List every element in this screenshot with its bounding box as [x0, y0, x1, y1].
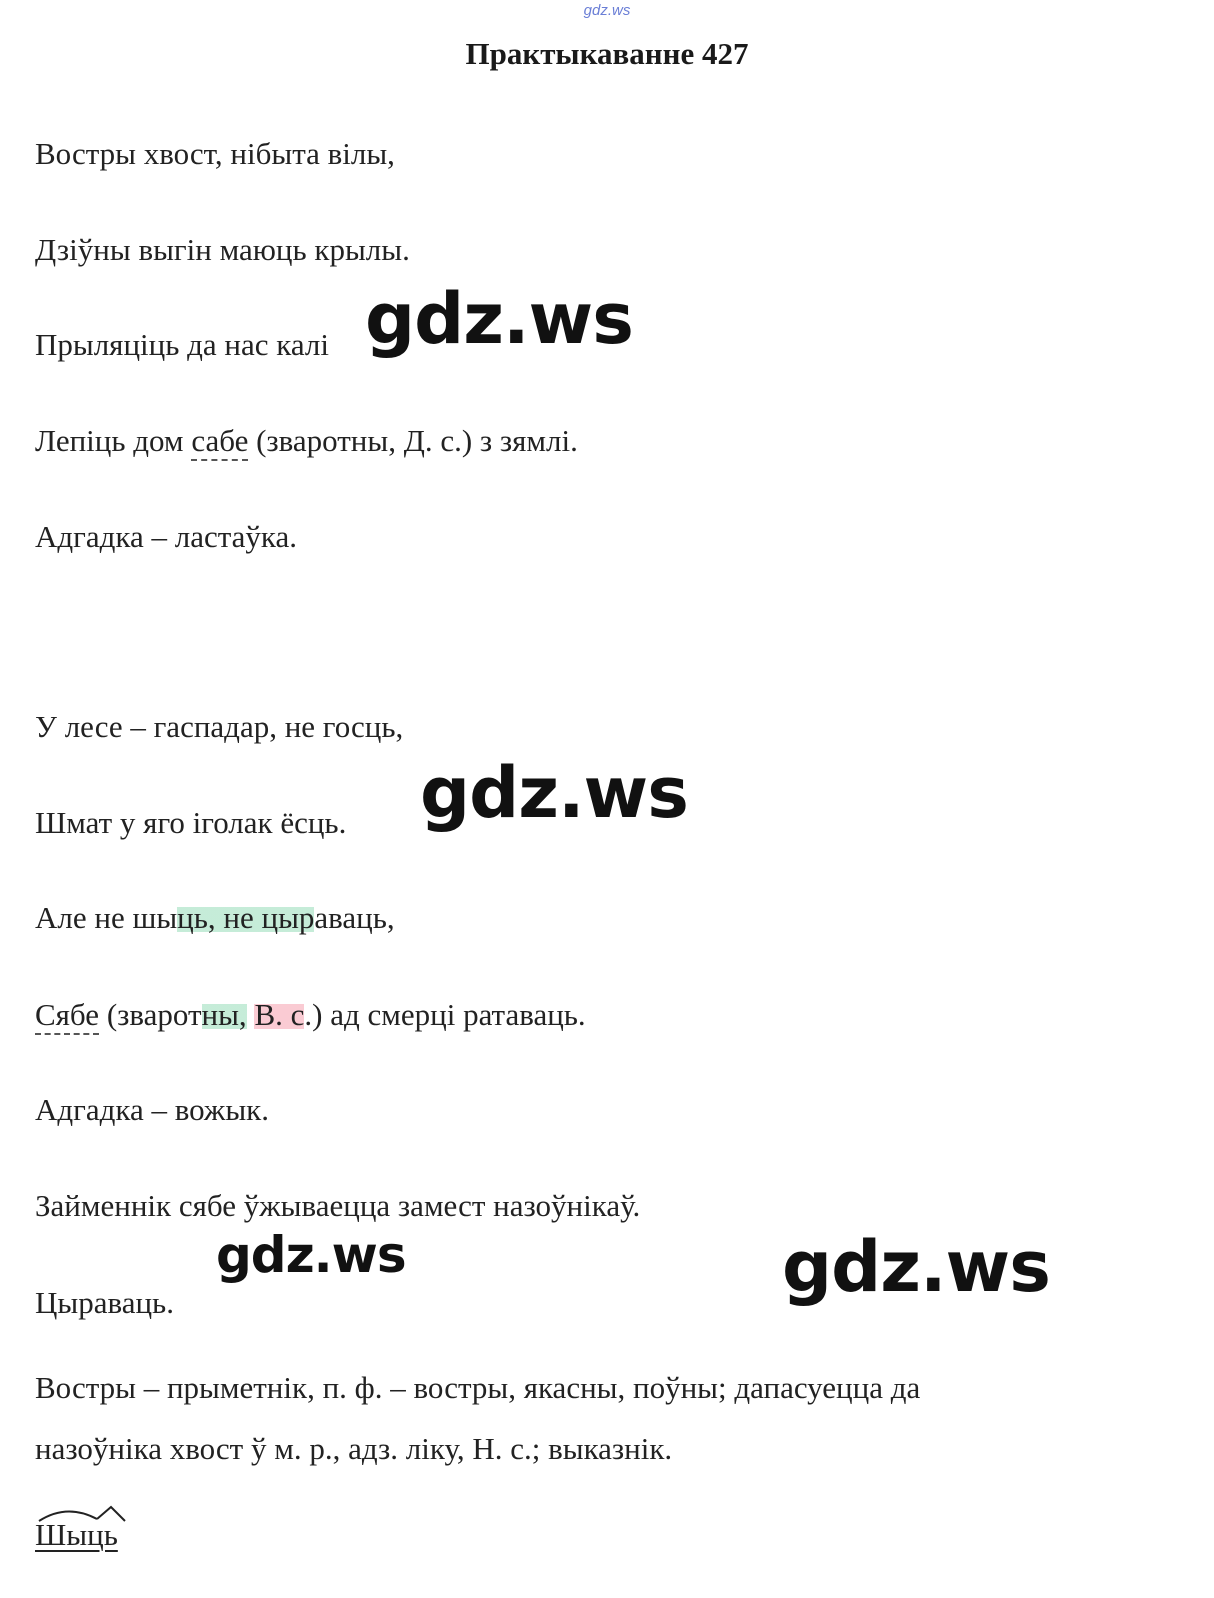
- riddle2-line2: Шмат у яго іголак ёсць.: [35, 805, 347, 840]
- riddle2-answer: Адгадка – вожык.: [35, 1092, 269, 1127]
- riddle2-line3-a: Але не шы: [35, 900, 178, 935]
- page-title: Практыкаванне 427: [465, 36, 749, 71]
- riddle1-line4: [35, 421, 578, 461]
- header-watermark: gdz.ws: [583, 2, 631, 19]
- riddle2-line4: [35, 995, 586, 1035]
- riddle1-line4-after: (зваротны, Д. с.) з зямлі.: [248, 423, 578, 458]
- pronoun-sabe: сабе: [191, 423, 248, 461]
- watermark: gdz.ws: [365, 278, 633, 360]
- riddle2-line3: [35, 898, 395, 938]
- riddle2-line1: У лесе – гаспадар, не госць,: [35, 709, 404, 744]
- riddle1-line3: Прыляціць да нас калі: [35, 327, 329, 362]
- riddle1-line1: Востры хвост, нібыта вілы,: [35, 136, 395, 171]
- watermark: gdz.ws: [420, 752, 688, 834]
- riddle2-line4-a: (зварот: [99, 997, 202, 1032]
- word-with-arc: [35, 1515, 118, 1555]
- riddle1-answer: Адгадка – ластаўка.: [35, 519, 298, 554]
- word-shyts: Шыць: [35, 1517, 118, 1552]
- riddle2-line3-c: аваць,: [314, 900, 395, 935]
- note-line5: [35, 1515, 118, 1555]
- note-line4: назоўніка хвост ў м. р., адз. ліку, Н. с.; выказнік.: [35, 1431, 673, 1466]
- watermark: gdz.ws: [782, 1226, 1050, 1308]
- riddle2-line4-e: .) ад смерці ратаваць.: [304, 997, 586, 1032]
- note-line1: Займеннік сябе ўжываецца замест назоўнікаў.: [35, 1188, 641, 1223]
- riddle1-line4-before: Лепіць дом: [35, 423, 192, 458]
- riddle1-line2: Дзіўны выгін маюць крылы.: [35, 232, 410, 267]
- highlighted-text-green: ны,: [201, 997, 247, 1032]
- morpheme-arc-icon: [37, 1501, 129, 1523]
- highlighted-text-pink: В. с: [254, 997, 305, 1032]
- highlighted-text: ць, не цыр: [177, 900, 315, 935]
- note-line2: Цыраваць.: [35, 1285, 174, 1320]
- pronoun-siabe: Сябе: [35, 997, 99, 1035]
- note-line3: Востры – прыметнік, п. ф. – востры, якасны, поўны; дапасуецца да: [35, 1370, 921, 1405]
- watermark: gdz.ws: [216, 1226, 406, 1284]
